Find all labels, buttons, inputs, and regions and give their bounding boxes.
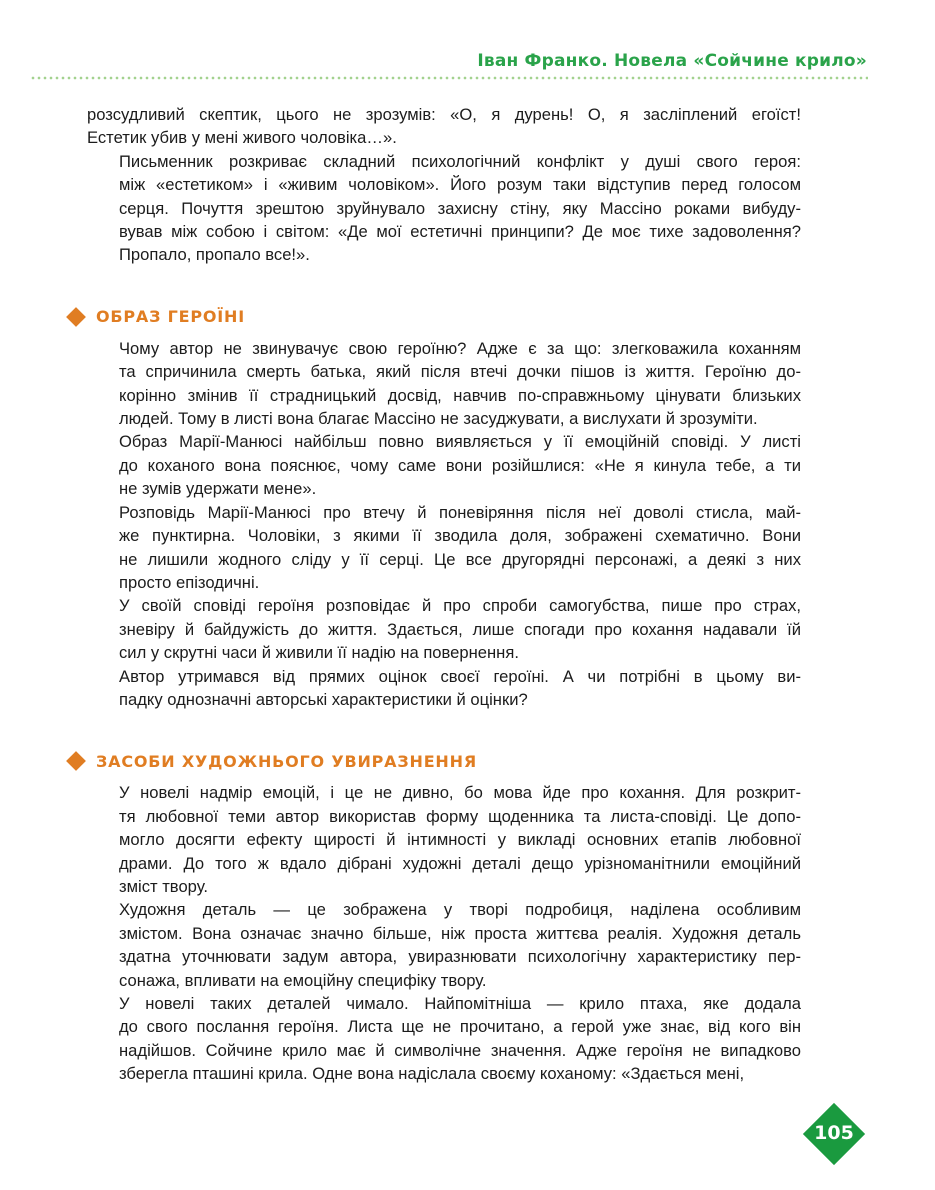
section-heading — [66, 303, 801, 331]
text-line: могло досягти ефекту щирості й інтимності у викладі основних етапів любовної — [119, 830, 801, 850]
text-line: У новелі надмір емоцій, і це не дивно, бо мова йде про кохання. Для розкрит- — [119, 783, 801, 803]
running-title: Іван Франко. Новела «Сойчине крило» — [477, 51, 867, 71]
text-line: до свого послання героїня. Листа ще не прочитано, а герой уже знає, від кого він — [119, 1017, 801, 1037]
text-line: вував між собою і світом: «Де мої естетичні принципи? Де моє тихе задоволення? — [119, 222, 801, 242]
paragraph — [87, 103, 801, 150]
text-line: Розповідь Марії-Манюсі про втечу й поневіряння після неї доволі стисла, май- — [119, 502, 801, 522]
text-line: Образ Марії-Манюсі найбільш повно виявляється у її емоційній сповіді. У листі — [119, 432, 801, 452]
text-line: У новелі таких деталей чимало. Найпомітніша — крило птаха, яке додала — [119, 994, 801, 1013]
text-line: зберегла пташині крила. Одне вона надіслала своєму коханому: «Здається мені, — [119, 1064, 745, 1084]
paragraph — [87, 992, 801, 1086]
paragraph — [87, 501, 801, 595]
paragraph — [87, 337, 801, 431]
text-line: між «естетиком» і «живим чоловіком». Його розум таки відступив перед голосом — [119, 175, 801, 195]
paragraph — [87, 781, 801, 898]
text-line: сил у скрутні часи й живили її надію на повернення. — [119, 643, 519, 663]
paragraph — [87, 594, 801, 664]
dotted-divider — [30, 76, 868, 80]
text-line: серця. Почуття зрештою зруйнувало захисну стіну, яку Массіно роками вибуду- — [119, 198, 801, 218]
text-line: не зумів удержати мене». — [119, 479, 317, 499]
text-line: падку однозначні авторські характеристики й оцінки? — [119, 689, 528, 709]
text-line: сонажа, впливати на емоційну специфіку твору. — [119, 970, 487, 990]
text-line: просто епізодичні. — [119, 572, 260, 592]
section-heading — [66, 747, 801, 775]
text-line: здатна уточнювати задум автора, увиразнювати психологічну характеристику пер- — [119, 947, 801, 967]
section-heading-text: ОБРАЗ ГЕРОЇНІ — [96, 307, 245, 327]
diamond-bullet-icon — [66, 307, 86, 327]
diamond-bullet-icon — [66, 751, 86, 771]
text-line: У своїй сповіді героїня розповідає й про спроби самогубства, пише про страх, — [119, 596, 801, 616]
text-line: змістом. Вона означає значно більше, ніж проста життєва реалія. Художня деталь — [119, 923, 801, 943]
text-line: Чому автор не звинувачує свою героїню? Адже є за що: злегковажила коханням — [119, 338, 801, 358]
page-number: 105 — [814, 1122, 854, 1144]
text-line: до коханого вона пояснює, чому саме вони розійшлися: «Не я кинула тебе, а ти — [119, 455, 801, 475]
text-line: розсудливий скептик, цього не зрозумів: «О, я дурень! О, я засліплений егоїст! — [87, 105, 801, 124]
text-line: Пропало, пропало все!». — [119, 245, 310, 265]
text-line: зміст твору. — [119, 876, 208, 896]
text-line: Автор утримався від прямих оцінок своєї героїні. А чи потрібні в цьому ви- — [119, 666, 801, 686]
paragraph — [87, 665, 801, 712]
text-line: Письменник розкриває складний психологічний конфлікт у душі свого героя: — [119, 151, 801, 171]
paragraph — [87, 150, 801, 267]
text-line: Художня деталь — це зображена у творі подробиця, наділена особливим — [119, 900, 801, 920]
text-line: Естетик убив у мені живого чоловіка…». — [87, 128, 397, 148]
section-heading-text: ЗАСОБИ ХУДОЖНЬОГО УВИРАЗНЕННЯ — [96, 751, 477, 771]
text-line: та спричинила смерть батька, який після втечі дочки пішов із життя. Героїню до- — [119, 362, 801, 382]
text-line: драми. До того ж вдало дібрані художні деталі дещо урізноманітнили емоційний — [119, 853, 801, 873]
text-line: корінно змінив її страдницький досвід, навчив по-справжньому цінувати близьких — [119, 385, 801, 405]
text-line: людей. Тому в листі вона благає Массіно не засуджувати, а вислухати й зрозуміти. — [119, 409, 758, 429]
text-line: надійшов. Сойчине крило має й символічне значення. Адже героїня не випадково — [119, 1040, 801, 1060]
text-line: не лишили жодного сліду у її серці. Це все другорядні персонажі, а деякі з них — [119, 549, 801, 569]
paragraph — [87, 898, 801, 992]
text-line: тя любовної теми автор використав форму щоденника та листа-сповіді. Це допо- — [119, 806, 801, 826]
paragraph — [87, 430, 801, 500]
page-body — [87, 103, 801, 1086]
text-line: зневіру й байдужість до життя. Здається, лише спогади про кохання надавали їй — [119, 619, 801, 639]
text-line: же пунктирна. Чоловіки, з якими її зводила доля, зображені схематично. Вони — [119, 526, 801, 546]
page-number-badge — [803, 1103, 865, 1165]
